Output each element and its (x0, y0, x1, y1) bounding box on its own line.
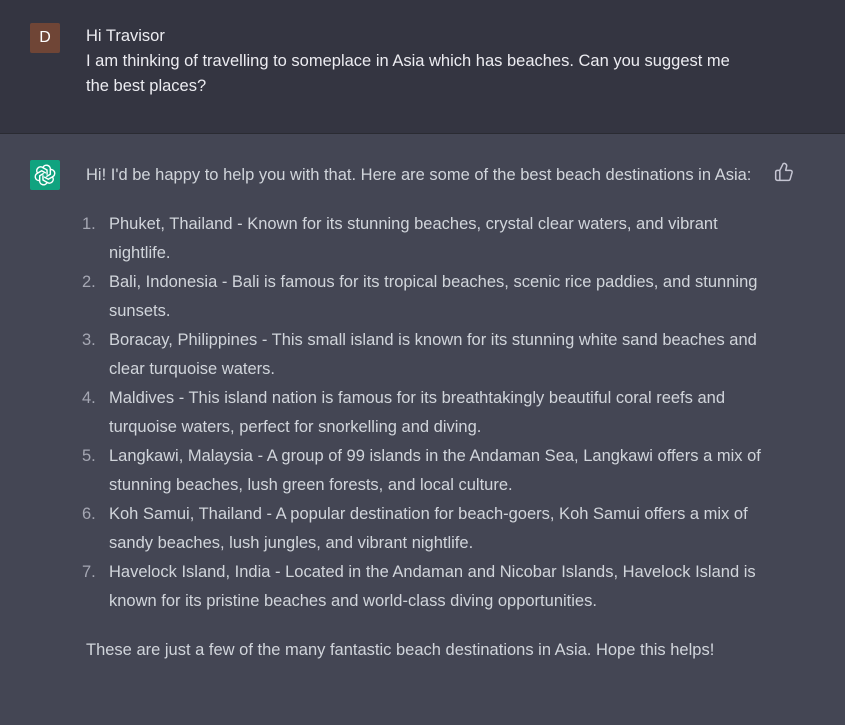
thumbs-up-button[interactable] (774, 162, 794, 182)
list-item (82, 384, 766, 442)
user-message-line: the best places? (86, 77, 207, 95)
list-item (82, 558, 766, 616)
list-item (82, 500, 766, 558)
assistant-intro: Hi! I'd be happy to help you with that. Here are some of the best beach destinations in Asia: (86, 166, 752, 184)
assistant-avatar (30, 160, 60, 190)
list-item (82, 268, 766, 326)
list-item (82, 326, 766, 384)
list-number: 7. (82, 563, 96, 581)
list-item-text: Boracay, Philippines - This small island is known for its stunning white sand beaches and clear turquoise waters. (109, 331, 757, 378)
list-item (82, 210, 766, 268)
list-item (82, 442, 766, 500)
thumbs-up-icon (774, 162, 794, 182)
openai-logo-icon (34, 164, 56, 186)
user-message-line: Hi Travisor (86, 27, 165, 45)
list-item-text: Phuket, Thailand - Known for its stunning beaches, crystal clear waters, and vibrant nightlife. (109, 215, 718, 262)
list-number: 3. (82, 331, 96, 349)
user-message-line: I am thinking of travelling to someplace in Asia which has beaches. Can you suggest me (86, 52, 730, 70)
list-number: 4. (82, 389, 96, 407)
user-avatar: D (30, 23, 60, 53)
list-item-text: Langkawi, Malaysia - A group of 99 islands in the Andaman Sea, Langkawi offers a mix of stunning beaches, lush green forests, and local culture. (109, 447, 761, 494)
user-message (0, 0, 845, 134)
assistant-message (0, 134, 845, 725)
list-item-text: Maldives - This island nation is famous for its breathtakingly beautiful coral reefs and turquoise waters, perfect for snorkelling and diving. (109, 389, 726, 436)
list-item-text: Havelock Island, India - Located in the Andaman and Nicobar Islands, Havelock Island is known for its pristine beaches and world-class diving opportunities. (109, 563, 756, 610)
list-number: 5. (82, 447, 96, 465)
user-message-text (86, 24, 766, 99)
assistant-message-text (82, 161, 766, 665)
list-item-text: Bali, Indonesia - Bali is famous for its tropical beaches, scenic rice paddies, and stunning sunsets. (109, 273, 758, 320)
assistant-outro: These are just a few of the many fantastic beach destinations in Asia. Hope this helps! (86, 641, 715, 659)
list-number: 6. (82, 505, 96, 523)
destination-list (82, 210, 766, 616)
list-number: 2. (82, 273, 96, 291)
list-item-text: Koh Samui, Thailand - A popular destination for beach-goers, Koh Samui offers a mix of sandy beaches, lush jungles, and vibrant nightlife. (109, 505, 748, 552)
list-number: 1. (82, 215, 96, 233)
